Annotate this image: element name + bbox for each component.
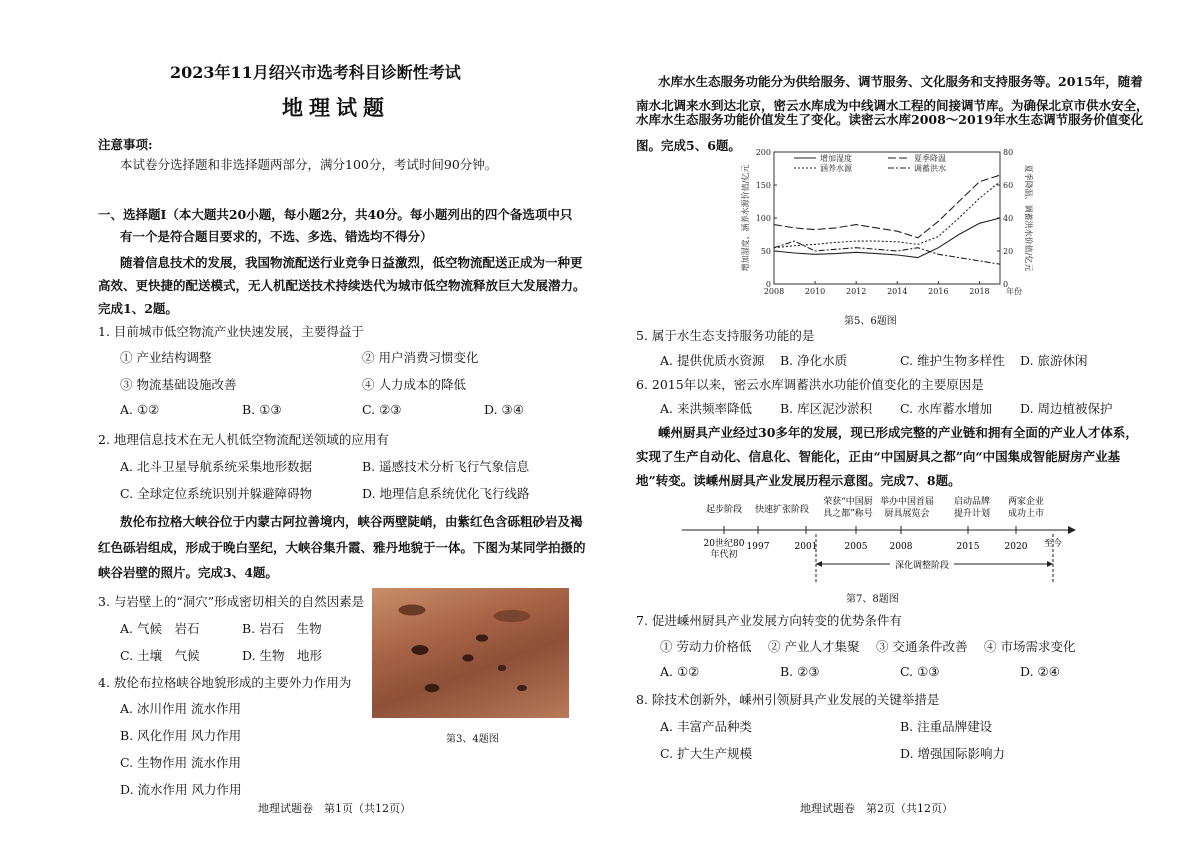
q8-option-a[interactable]: A. 丰富产品种类 xyxy=(660,719,752,734)
r-passage-1-line-1: 水库水生态服务功能分为供给服务、调节服务、文化服务和支持服务等。2015年，随着 xyxy=(658,74,1143,89)
q3-option-a[interactable]: A. 气候 岩石 xyxy=(120,621,200,636)
q1-item-4: ④ 人力成本的降低 xyxy=(362,377,466,392)
q5-option-d[interactable]: D. 旅游休闲 xyxy=(1020,353,1088,368)
timeline-deep-label: 深化调整阶段 xyxy=(894,561,950,571)
series-line-3 xyxy=(774,175,1000,238)
q5-option-b[interactable]: B. 净化水质 xyxy=(780,353,848,368)
question-8: 8. 除技术创新外，嵊州引领厨具产业发展的关键举措是 xyxy=(636,692,940,707)
r-passage-2-line-2: 实现了生产自动化、信息化、智能化，正由“中国厨具之都”向“中国集成智能厨房产业基 xyxy=(636,449,1121,464)
x-tick-label: 2016 xyxy=(928,287,949,296)
q7-item-2: ② 产业人才集聚 xyxy=(768,639,860,654)
exam-subtitle: 地理试题 xyxy=(282,95,390,120)
right-tick-label: 0 xyxy=(1003,280,1009,289)
timeline-label-6b: 成功上市 xyxy=(1007,509,1045,519)
q1-item-1: ① 产业结构调整 xyxy=(120,350,212,365)
r-passage-2-line-3: 地”转变。读嵊州厨具产业发展历程示意图。完成7、8题。 xyxy=(636,473,961,488)
timeline-label-5a: 启动品牌 xyxy=(953,497,991,507)
photo-caption: 第3、4题图 xyxy=(446,734,499,745)
q1-item-2: ② 用户消费习惯变化 xyxy=(362,350,479,365)
left-tick-label: 100 xyxy=(755,214,771,223)
q8-option-c[interactable]: C. 扩大生产规模 xyxy=(660,746,753,761)
water-service-chart xyxy=(738,146,1038,306)
passage-1-line-1: 随着信息技术的发展，我国物流配送行业竞争日益激烈，低空物流配送正成为一种更 xyxy=(120,255,583,270)
q7-item-4: ④ 市场需求变化 xyxy=(984,639,1076,654)
left-tick-label: 150 xyxy=(755,181,771,190)
question-4: 4. 敖伦布拉格峡谷地貌形成的主要外力作用为 xyxy=(98,675,352,690)
left-tick-label: 0 xyxy=(765,280,771,289)
q1-option-d[interactable]: D. ③④ xyxy=(484,402,524,417)
chart-caption: 第5、6题图 xyxy=(844,316,897,327)
legend-label-1: 增加湿度 xyxy=(820,154,852,163)
q6-option-d[interactable]: D. 周边植被保护 xyxy=(1020,401,1113,416)
q1-option-b[interactable]: B. ①③ xyxy=(242,402,282,417)
right-tick-label: 40 xyxy=(1003,214,1014,223)
right-tick-label: 80 xyxy=(1003,148,1014,157)
q7-option-a[interactable]: A. ①② xyxy=(660,664,700,679)
passage-1-line-2: 高效、更快捷的配送模式，无人机配送技术持续迭代为城市低空物流释放巨大发展潜力。 xyxy=(98,278,586,293)
q3-option-b[interactable]: B. 岩石 生物 xyxy=(242,621,322,636)
q4-option-c[interactable]: C. 生物作用 流水作用 xyxy=(120,755,242,770)
timeline-year-2020: 2020 xyxy=(1004,542,1028,552)
timeline-label-6a: 两家企业 xyxy=(1007,497,1045,507)
right-tick-label: 20 xyxy=(1003,247,1014,256)
question-5: 5. 属于水生态支持服务功能的是 xyxy=(636,328,815,343)
timeline-year-2005: 2005 xyxy=(844,542,868,552)
passage-1-line-3: 完成1、2题。 xyxy=(98,301,178,316)
timeline-label-4a: 举办中国首届 xyxy=(879,497,935,507)
q2-option-d[interactable]: D. 地理信息系统优化飞行线路 xyxy=(362,486,530,501)
left-tick-label: 200 xyxy=(755,148,771,157)
r-passage-1-line-2: 南水北调来水到达北京，密云水库成为中线调水工程的间接调节库。为确保北京市供水安全， xyxy=(636,98,1149,113)
canyon-rock-photo xyxy=(372,588,569,718)
left-page-footer: 地理试题卷 第1页（共12页） xyxy=(258,802,411,815)
q6-option-c[interactable]: C. 水库蓄水增加 xyxy=(900,401,993,416)
exam-title: 2023年11月绍兴市选考科目诊断性考试 xyxy=(170,63,461,82)
q4-option-b[interactable]: B. 风化作用 风力作用 xyxy=(120,728,242,743)
timeline-label-3b: 具之都”称号 xyxy=(823,509,873,519)
notice-heading: 注意事项: xyxy=(98,137,153,152)
q4-option-d[interactable]: D. 流水作用 风力作用 xyxy=(120,782,242,797)
x-tick-label: 2010 xyxy=(804,287,826,296)
x-tick-label: 2008 xyxy=(763,287,785,296)
legend-label-4: 调蓄洪水 xyxy=(914,164,946,173)
q6-option-a[interactable]: A. 来洪频率降低 xyxy=(660,401,752,416)
timeline-label-1: 起步阶段 xyxy=(705,505,743,515)
timeline-label-4b: 厨具展览会 xyxy=(884,509,930,519)
series-line-2 xyxy=(774,182,1000,248)
notice-text: 本试卷分选择题和非选择题两部分，满分100分，考试时间90分钟。 xyxy=(120,157,498,172)
series-line-1 xyxy=(774,218,1000,258)
q8-option-b[interactable]: B. 注重品牌建设 xyxy=(900,719,993,734)
q2-option-a[interactable]: A. 北斗卫星导航系统采集地形数据 xyxy=(120,459,312,474)
q7-option-d[interactable]: D. ②④ xyxy=(1020,664,1060,679)
timeline-year-0b: 年代初 xyxy=(710,550,738,560)
legend-label-3: 夏季降温 xyxy=(914,154,946,163)
section-line-1: 一、选择题Ⅰ（本大题共20小题，每小题2分，共40分。每小题列出的四个备选项中只 xyxy=(98,207,573,222)
timeline-caption: 第7、8题图 xyxy=(846,594,899,605)
timeline-year-2001: 2001 xyxy=(794,542,818,552)
passage-2-line-2: 红色砾岩组成，形成于晚白垩纪，大峡谷集升霞、雅丹地貌于一体。下图为某同学拍摄的 xyxy=(98,540,586,555)
q7-option-b[interactable]: B. ②③ xyxy=(780,664,820,679)
x-axis-label: 年份 xyxy=(1006,287,1022,296)
left-tick-label: 50 xyxy=(760,247,771,256)
passage-2-line-3: 峡谷岩壁的照片。完成3、4题。 xyxy=(98,565,278,580)
q5-option-a[interactable]: A. 提供优质水资源 xyxy=(660,353,765,368)
left-axis-label: 增加湿度、涵养水源价值/亿元 xyxy=(741,164,750,272)
timeline-label-2: 快速扩张阶段 xyxy=(754,505,810,515)
timeline-year-2015: 2015 xyxy=(956,542,980,552)
q6-option-b[interactable]: B. 库区泥沙淤积 xyxy=(780,401,873,416)
q5-option-c[interactable]: C. 维护生物多样性 xyxy=(900,353,1005,368)
r-passage-2-line-1: 嵊州厨具产业经过30多年的发展，现已形成完整的产业链和拥有全面的产业人才体系， xyxy=(658,425,1138,440)
timeline-year-1997: 1997 xyxy=(746,542,770,552)
right-axis-label: 夏季降温、调蓄洪水价值/亿元 xyxy=(1024,164,1033,272)
q2-option-b[interactable]: B. 遥感技术分析飞行气象信息 xyxy=(362,459,530,474)
q1-option-c[interactable]: C. ②③ xyxy=(362,402,402,417)
section-line-2: 有一个是符合题目要求的，不选、多选、错选均不得分） xyxy=(120,229,433,244)
right-page-footer: 地理试题卷 第2页（共12页） xyxy=(800,802,953,815)
right-tick-label: 60 xyxy=(1003,181,1014,190)
question-2: 2. 地理信息技术在无人机低空物流配送领域的应用有 xyxy=(98,432,389,447)
q7-option-c[interactable]: C. ①③ xyxy=(900,664,940,679)
x-tick-label: 2018 xyxy=(969,287,990,296)
timeline-year-0a: 20世纪80 xyxy=(703,539,745,549)
timeline-year-now: 至今 xyxy=(1043,539,1063,549)
question-6: 6. 2015年以来，密云水库调蓄洪水功能价值变化的主要原因是 xyxy=(636,377,984,392)
timeline-year-2008: 2008 xyxy=(889,542,913,552)
q7-item-1: ① 劳动力价格低 xyxy=(660,639,752,654)
industry-timeline xyxy=(676,494,1076,592)
plot-frame xyxy=(774,152,1000,284)
x-tick-label: 2012 xyxy=(846,287,867,296)
q3-option-c[interactable]: C. 土壤 气候 xyxy=(120,648,200,663)
q4-option-a[interactable]: A. 冰川作用 流水作用 xyxy=(120,701,241,716)
q7-item-3: ③ 交通条件改善 xyxy=(876,639,968,654)
question-3: 3. 与岩壁上的“洞穴”形成密切相关的自然因素是 xyxy=(98,594,365,609)
q1-option-a[interactable]: A. ①② xyxy=(120,402,160,417)
r-passage-1-line-4: 图。完成5、6题。 xyxy=(636,138,741,153)
question-7: 7. 促进嵊州厨具产业发展方向转变的优势条件有 xyxy=(636,613,902,628)
q2-option-c[interactable]: C. 全球定位系统识别并躲避障碍物 xyxy=(120,486,313,501)
timeline-arrow xyxy=(1068,526,1076,534)
q8-option-d[interactable]: D. 增强国际影响力 xyxy=(900,746,1006,761)
series-line-4 xyxy=(774,241,1000,264)
legend-label-2: 涵养水源 xyxy=(820,164,852,173)
timeline-label-5b: 提升计划 xyxy=(953,509,991,519)
r-passage-1-line-3: 水库水生态服务功能价值发生了变化。读密云水库2008～2019年水生态调节服务价值变化 xyxy=(636,112,1144,127)
x-tick-label: 2014 xyxy=(887,287,908,296)
q3-option-d[interactable]: D. 生物 地形 xyxy=(242,648,323,663)
question-1: 1. 目前城市低空物流产业快速发展，主要得益于 xyxy=(98,324,364,339)
timeline-label-3a: 荣获“中国厨 xyxy=(823,497,873,507)
passage-2-line-1: 敖伦布拉格大峡谷位于内蒙古阿拉善境内，峡谷两壁陡峭，由紫红色含砾粗砂岩及褐 xyxy=(120,514,583,529)
q1-item-3: ③ 物流基础设施改善 xyxy=(120,377,237,392)
